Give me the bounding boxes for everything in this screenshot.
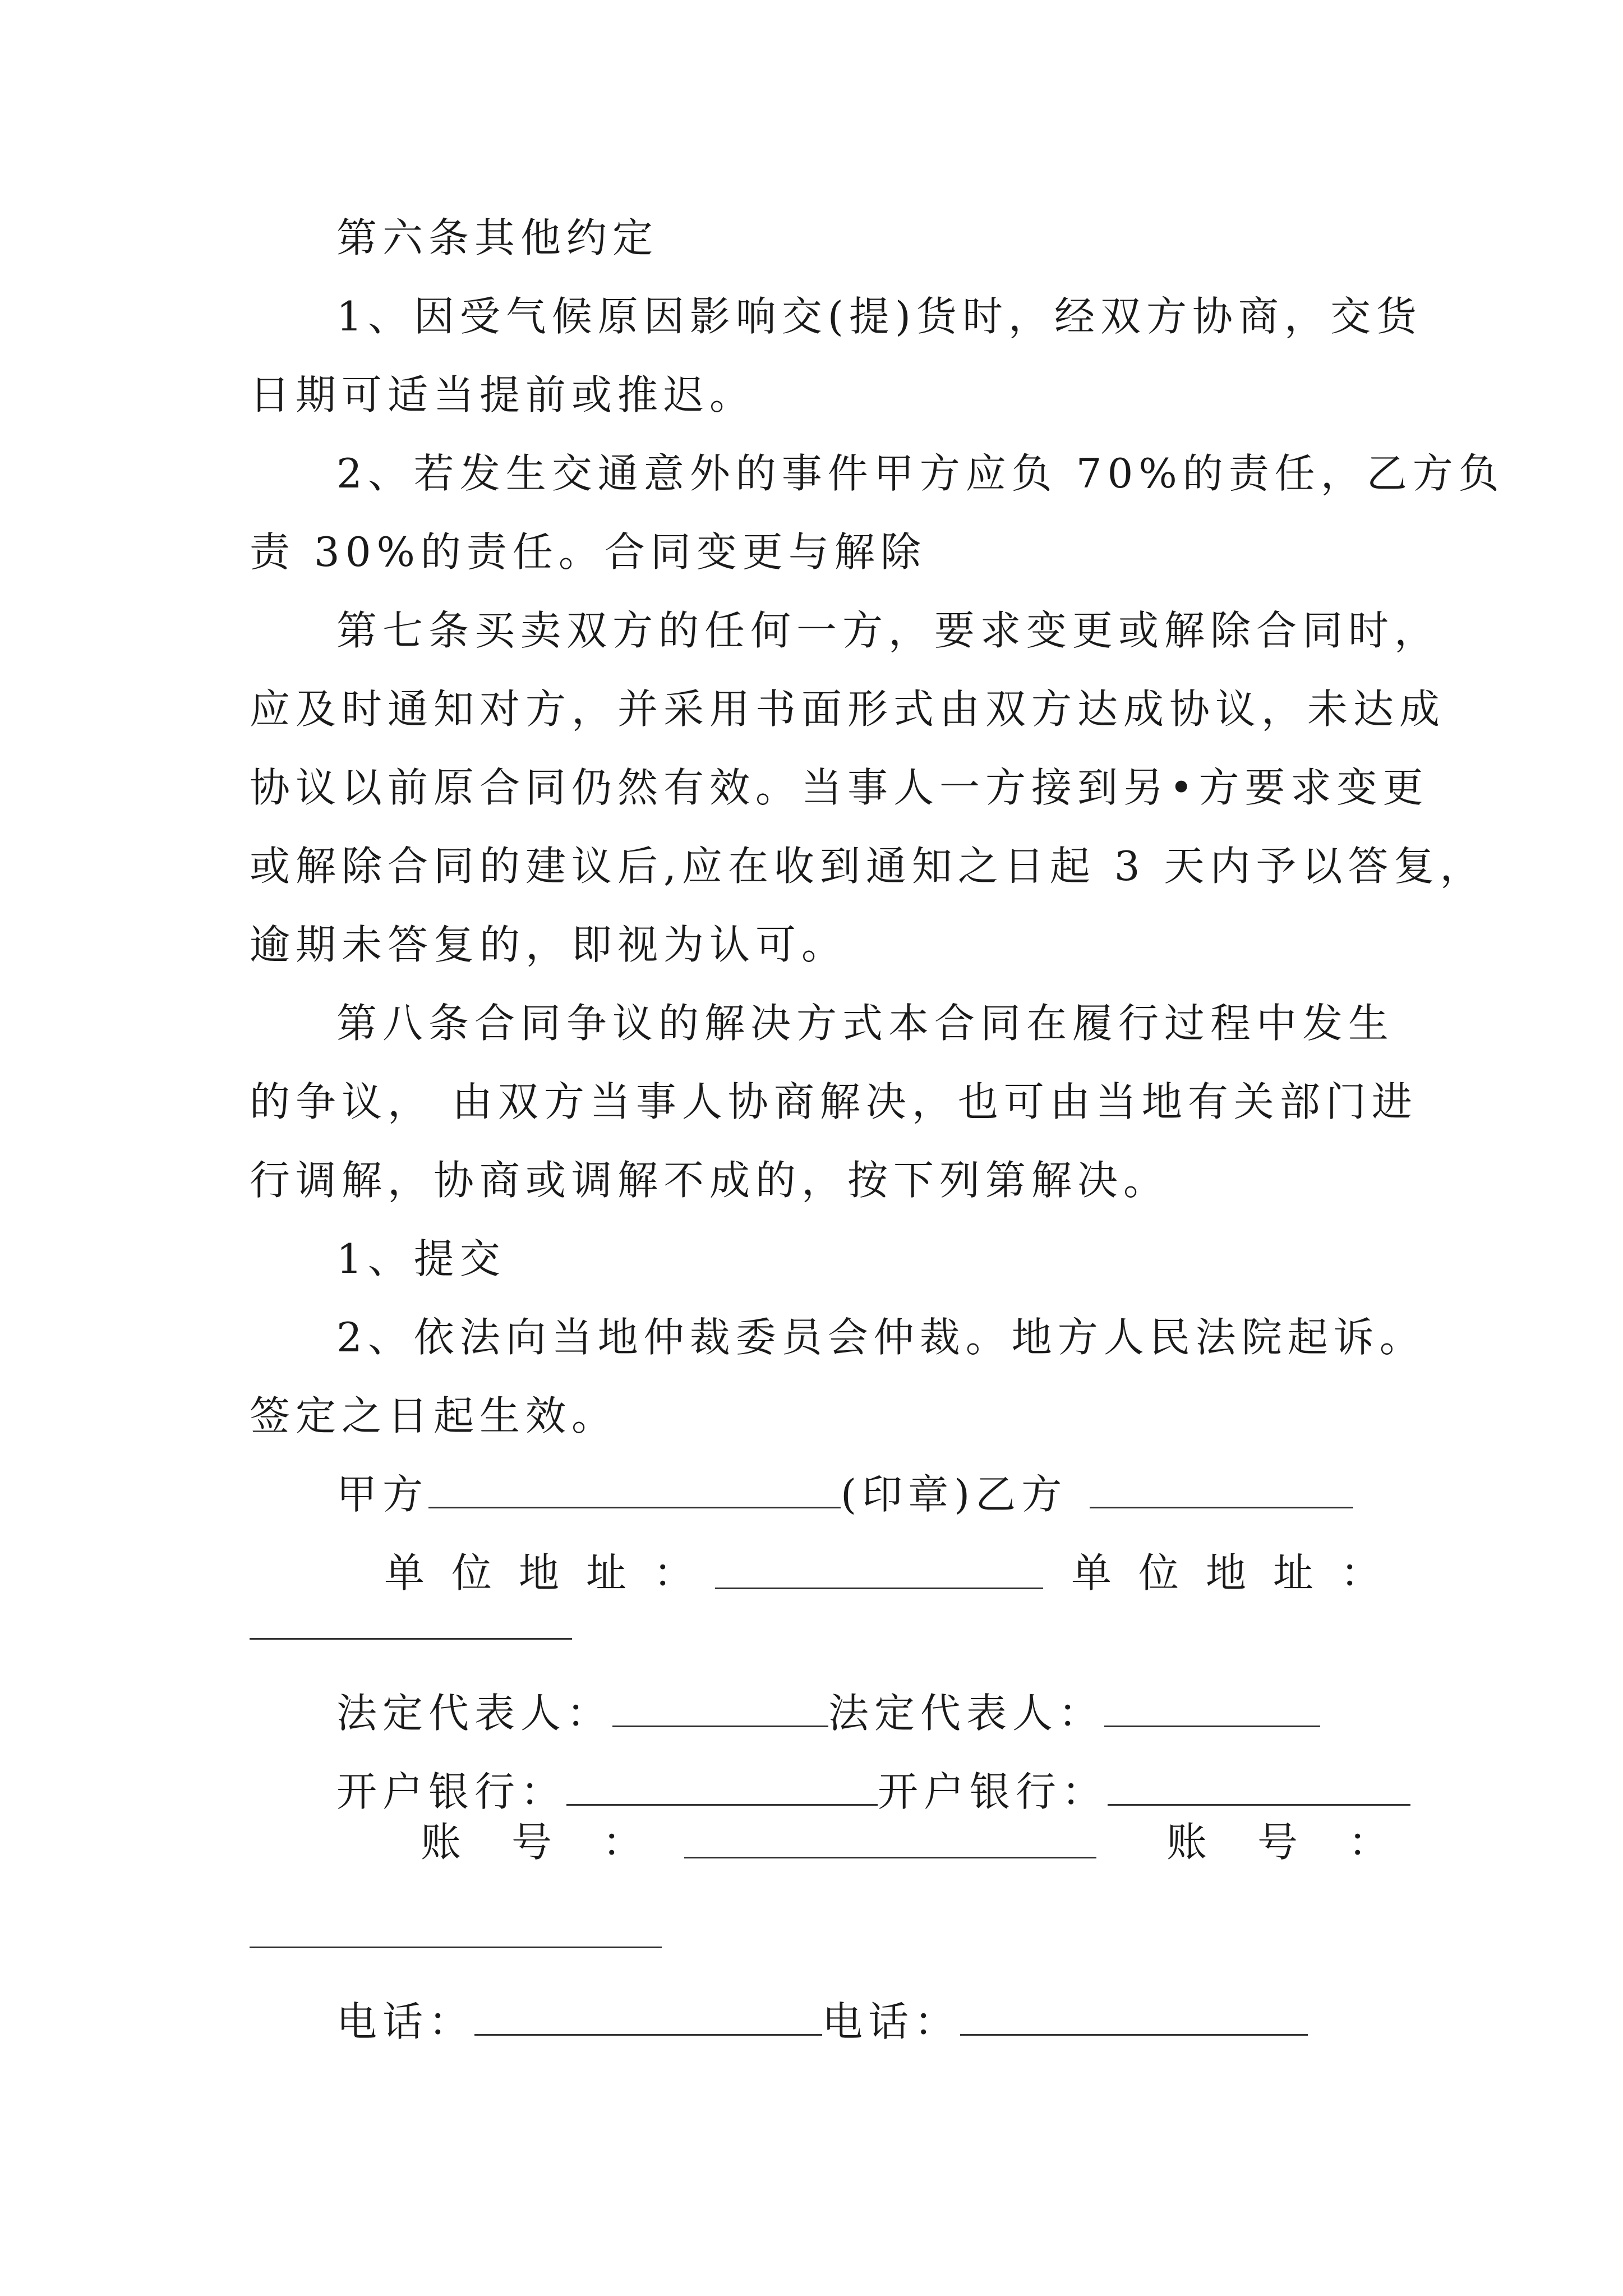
phone-blank-b [960, 1995, 1308, 2036]
article7-line2: 应及时通知对方，并采用书面形式由双方达成协议，未达成 [250, 685, 1446, 733]
account-blank-a [684, 1857, 1096, 1858]
article8-option1: 1、提交 [336, 1235, 506, 1282]
bank-blank-b [1108, 1765, 1410, 1806]
legal-rep-label-a: 法定代表人： [336, 1690, 613, 1737]
phone-blank-a [474, 1995, 822, 2036]
address-label-a: 单位地址： [384, 1549, 721, 1596]
account-label-a: 账号： [421, 1819, 694, 1866]
party-a-label: 甲方 [336, 1471, 429, 1518]
article6-item1-line1: 1、因受气候原因影响交(提)货时，经双方协商，交货 [336, 293, 1422, 340]
party-a-row [336, 1466, 1353, 1522]
article7-line5: 逾期未答复的，即视为认可。 [250, 921, 848, 968]
phone-label-b: 电话： [822, 1998, 961, 2045]
article6-item1-line2: 日期可适当提前或推迟。 [250, 371, 756, 418]
address-blank-a [715, 1588, 1043, 1589]
phone-row [336, 1994, 1308, 2050]
account-label-b: 账号： [1166, 1819, 1440, 1866]
phone-label-a: 电话： [336, 1998, 475, 2045]
article7-line4: 或解除合同的建议后,应在收到通知之日起 3 天内予以答复， [250, 843, 1486, 890]
account-blank-b [250, 1947, 662, 1948]
article6-item2-line2: 责 30%的责任。合同变更与解除 [250, 528, 926, 576]
article8-line3: 行调解，协商或调解不成的，按下列第解决。 [250, 1157, 1170, 1204]
article6-title: 第六条其他约定 [336, 214, 659, 261]
bank-label-b: 开户银行： [878, 1768, 1108, 1815]
legal-rep-label-b: 法定代表人： [828, 1690, 1105, 1737]
article8-line1: 第八条合同争议的解决方式本合同在履行过程中发生 [336, 1000, 1395, 1047]
article8-line2: 的争议， 由双方当事人协商解决，也可由当地有关部门进 [250, 1078, 1418, 1125]
address-label-b: 单位地址： [1071, 1549, 1408, 1596]
article7-line1: 第七条买卖双方的任何一方，要求变更或解除合同时， [336, 607, 1441, 654]
article6-item2-line1: 2、若发生交通意外的事件甲方应负 70%的责任，乙方负 [336, 450, 1505, 497]
party-b-blank [1090, 1467, 1353, 1508]
article8-option2: 2、依法向当地仲裁委员会仲裁。地方人民法院起诉。 [336, 1314, 1426, 1361]
legal-rep-blank-b [1104, 1686, 1320, 1727]
article7-line3: 协议以前原合同仍然有效。当事人一方接到另•方要求变更 [250, 764, 1429, 811]
article8-effective: 签定之日起生效。 [250, 1392, 618, 1439]
address-blank-b [250, 1638, 572, 1640]
seal-party-b-label: (印章)乙方 [841, 1471, 1068, 1518]
party-a-blank [428, 1467, 841, 1508]
legal-rep-row [336, 1685, 1320, 1741]
bank-row [336, 1764, 1410, 1820]
legal-rep-blank-a [612, 1686, 828, 1727]
bank-label-a: 开户银行： [336, 1768, 567, 1815]
bank-blank-a [566, 1765, 878, 1806]
